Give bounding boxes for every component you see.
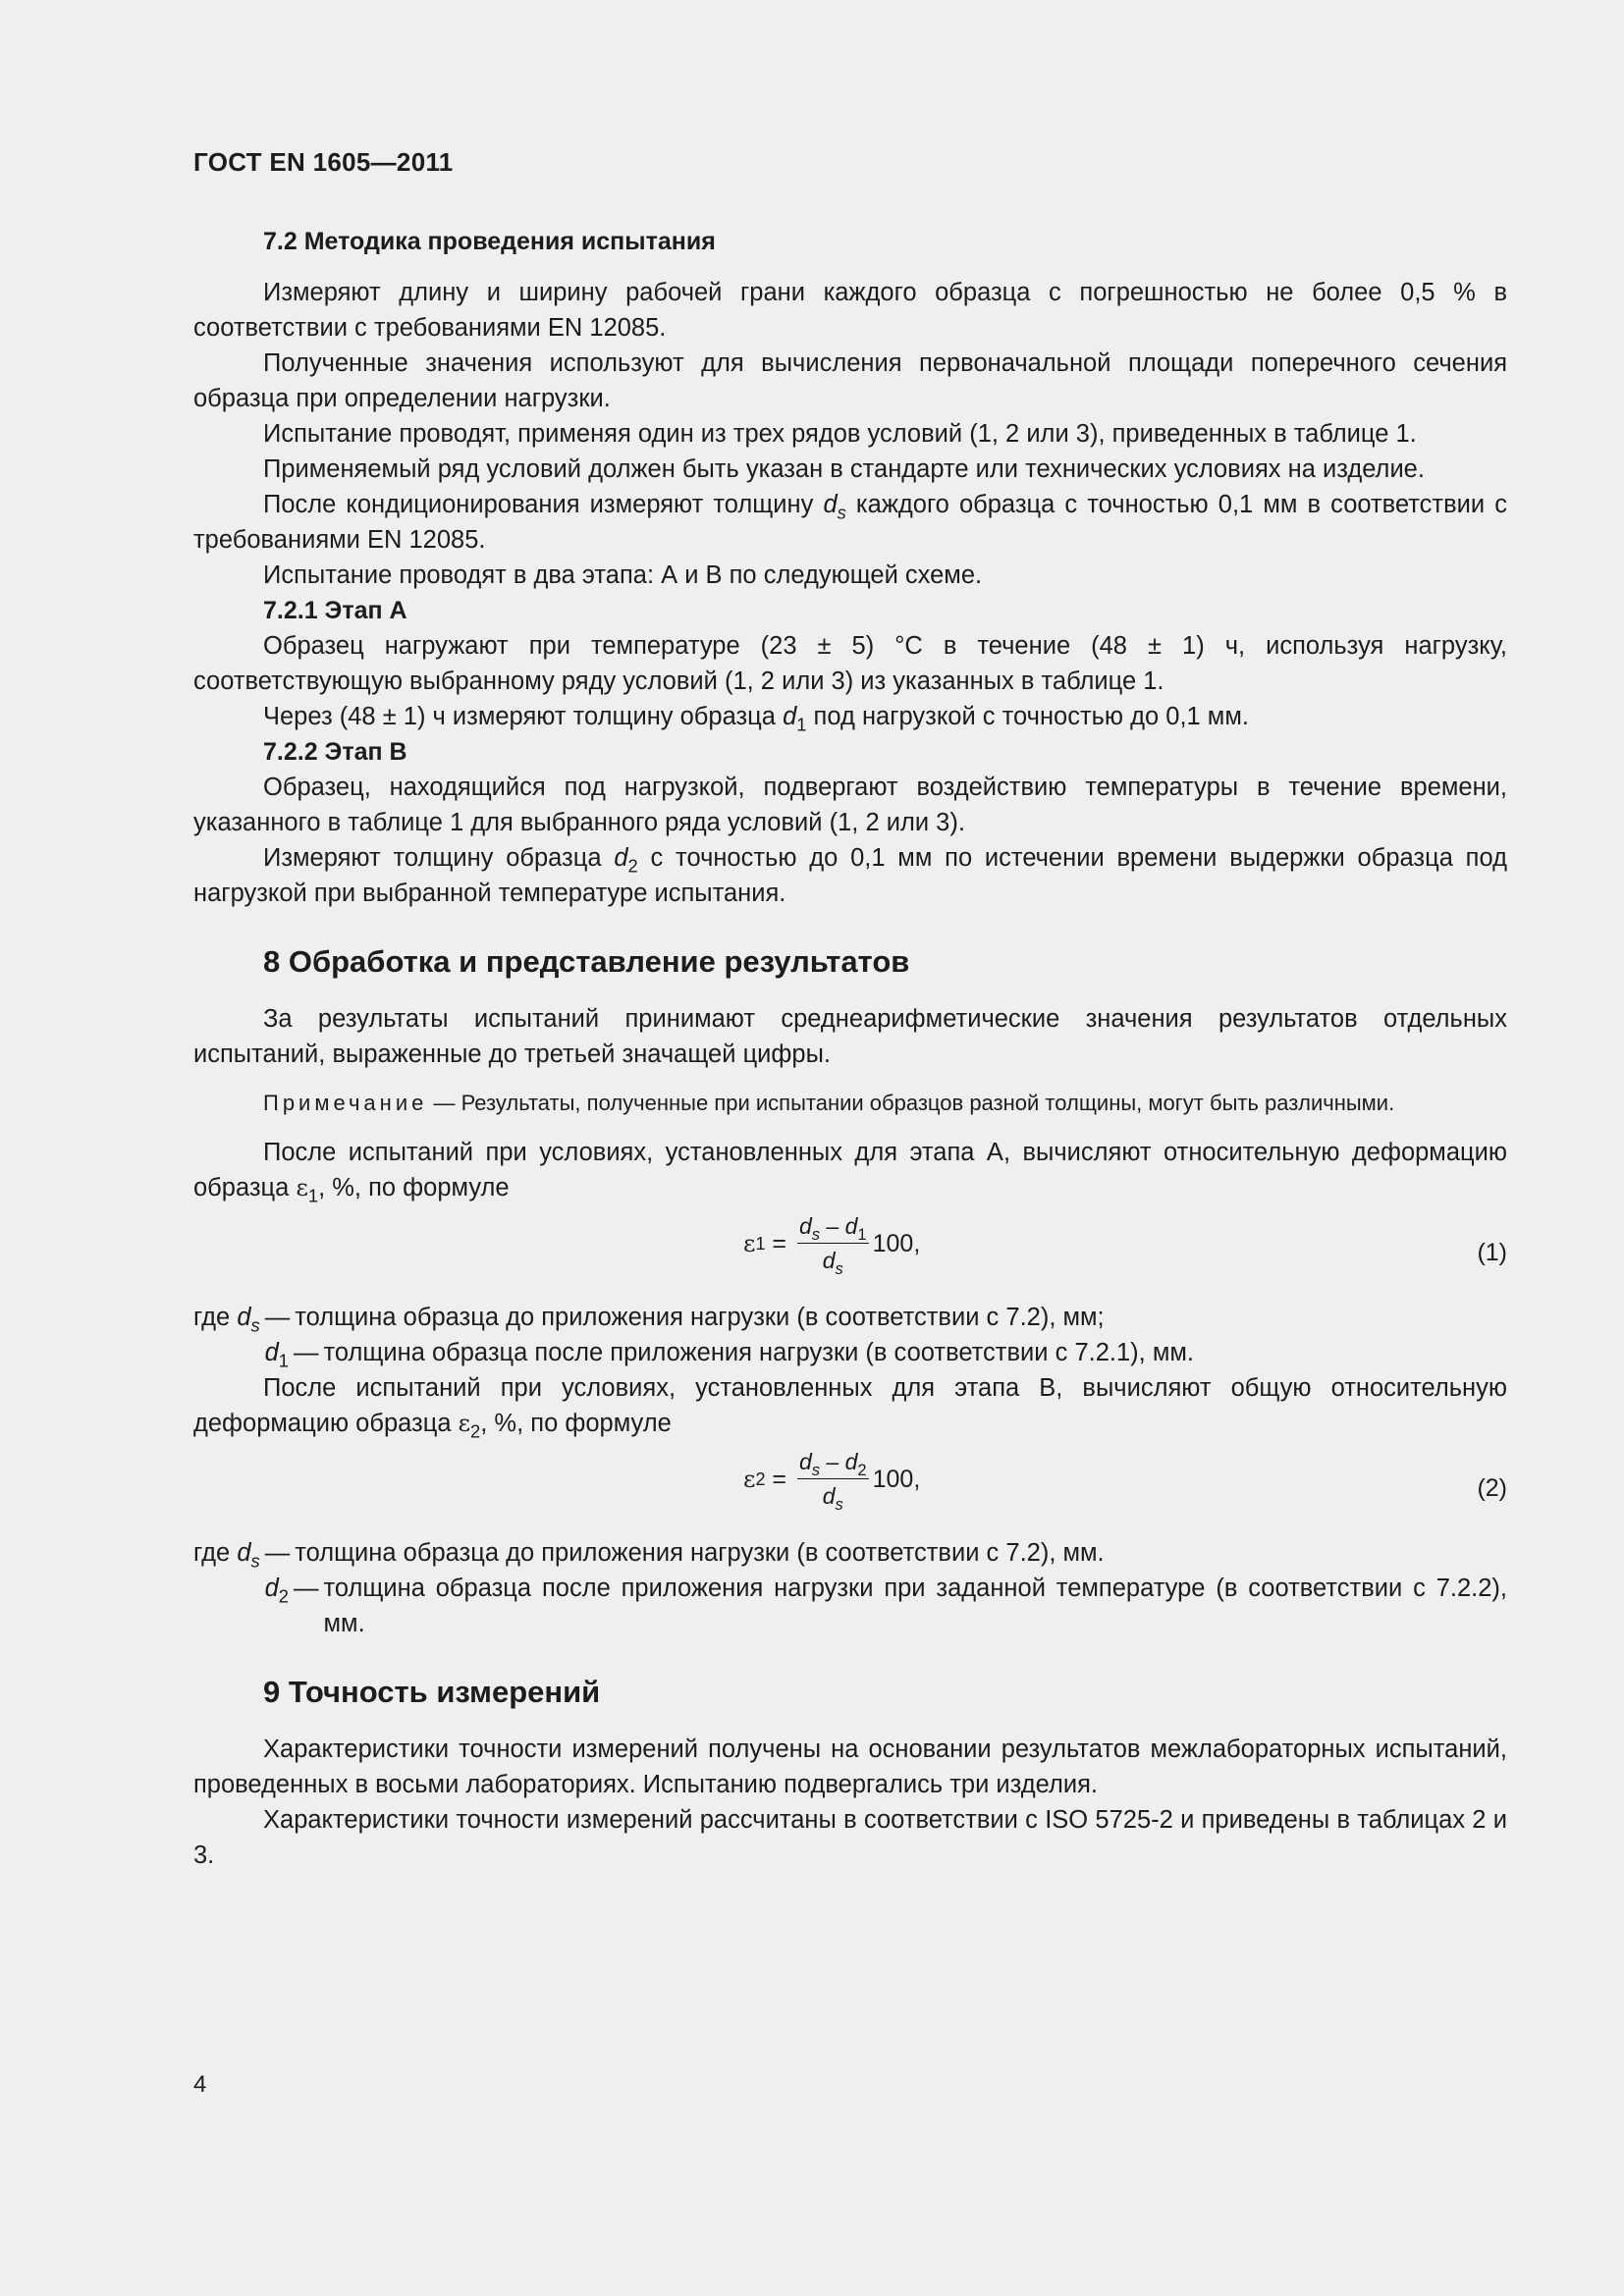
paragraph: За результаты испытаний принимают среднеарифметические значения результатов отдельных испытаний, выраженные до третьей значащей цифры. bbox=[193, 1005, 1507, 1068]
where-list-1 bbox=[193, 1300, 1507, 1370]
where-item: $d_2$ — толщина образца после приложения нагрузки при заданной температуре (в соответствии с 7.2.2), мм. bbox=[264, 1575, 1507, 1637]
document-body bbox=[193, 224, 1507, 1873]
page-number: 4 bbox=[193, 2071, 207, 2098]
paragraph: Применяемый ряд условий должен быть указан в стандарте или технических условиях на изделие. bbox=[263, 455, 1425, 483]
paragraph: Характеристики точности измерений получены на основании результатов межлабораторных испытаний, проведенных в восьми лабораториях. Испытанию подвергались три изделия. bbox=[193, 1735, 1507, 1798]
section-8-heading: 8 Обработка и представление результатов bbox=[263, 944, 910, 979]
where-item: где $d_s$ — толщина образца до приложения нагрузки (в соответствии с 7.2), мм. bbox=[193, 1539, 1105, 1572]
note: Примечание — Результаты, полученные при испытании образцов разной толщины, могут быть различными. bbox=[263, 1091, 1395, 1115]
formula-number: (2) bbox=[1477, 1474, 1507, 1502]
fraction: $\frac{d_s - d_1}{d_s}$ bbox=[798, 1213, 867, 1278]
paragraph: После испытаний при условиях, установленных для этапа В, вычисляют общую относительную деформацию образца $\varepsilon_2$, %, по формуле bbox=[193, 1374, 1507, 1442]
paragraph: Испытание проводят, применяя один из трех рядов условий (1, 2 или 3), приведенных в таблице 1. bbox=[263, 420, 1417, 448]
paragraph: После кондиционирования измеряют толщину $d_s$ каждого образца с точностью 0,1 мм в соответствии с требованиями EN 12085. bbox=[193, 491, 1507, 554]
paragraph: Измеряют толщину образца $d_2$ с точностью до 0,1 мм по истечении времени выдержки образца под нагрузкой при выбранной температуре испытания. bbox=[193, 844, 1507, 907]
section-7-2-1-heading: 7.2.1 Этап А bbox=[263, 597, 407, 624]
section-7-2-heading: 7.2 Методика проведения испытания bbox=[263, 228, 716, 255]
paragraph: После испытаний при условиях, установленных для этапа А, вычисляют относительную деформацию образца $\varepsilon_1$, %, по формуле bbox=[193, 1139, 1507, 1206]
formula-1: ε 1 = $\frac{d_s - d_1}{d_s}$ 100, (1) bbox=[743, 1213, 1507, 1278]
formula-number: (1) bbox=[1477, 1239, 1507, 1266]
where-item: $d_1$ — толщина образца после приложения нагрузки (в соответствии с 7.2.1), мм. bbox=[264, 1339, 1194, 1371]
paragraph: Полученные значения используют для вычисления первоначальной площади поперечного сечения образца при определении нагрузки. bbox=[193, 349, 1507, 412]
formula-2: ε 2 = $\frac{d_s - d_2}{d_s}$ 100, (2) bbox=[743, 1449, 1507, 1514]
section-9-heading: 9 Точность измерений bbox=[263, 1675, 601, 1709]
paragraph: Через (48 ± 1) ч измеряют толщину образца $d_1$ под нагрузкой с точностью до 0,1 мм. bbox=[263, 703, 1249, 735]
paragraph: Характеристики точности измерений рассчитаны в соответствии с ISO 5725-2 и приведены в таблицах 2 и 3. bbox=[193, 1806, 1507, 1869]
paragraph: Образец, находящийся под нагрузкой, подвергают воздействию температуры в течение времени, указанного в таблице 1 для выбранного ряда условий (1, 2 или 3). bbox=[193, 774, 1507, 836]
where-list-2 bbox=[193, 1535, 1507, 1641]
fraction: $\frac{d_s - d_2}{d_s}$ bbox=[798, 1449, 867, 1514]
paragraph: Измеряют длину и ширину рабочей грани каждого образца с погрешностью не более 0,5 % в соответствии с требованиями EN 12085. bbox=[193, 279, 1507, 342]
section-7-2-2-heading: 7.2.2 Этап В bbox=[263, 738, 407, 766]
document-header: ГОСТ EN 1605—2011 bbox=[193, 147, 454, 177]
where-item: где $d_s$ — толщина образца до приложения нагрузки (в соответствии с 7.2), мм; bbox=[193, 1304, 1105, 1336]
paragraph: Образец нагружают при температуре (23 ± 5) °С в течение (48 ± 1) ч, используя нагрузку, соответствующую выбранному ряду условий (1, 2 или 3) из указанных в таблице 1. bbox=[193, 632, 1507, 695]
paragraph: Испытание проводят в два этапа: А и В по следующей схеме. bbox=[263, 561, 983, 589]
